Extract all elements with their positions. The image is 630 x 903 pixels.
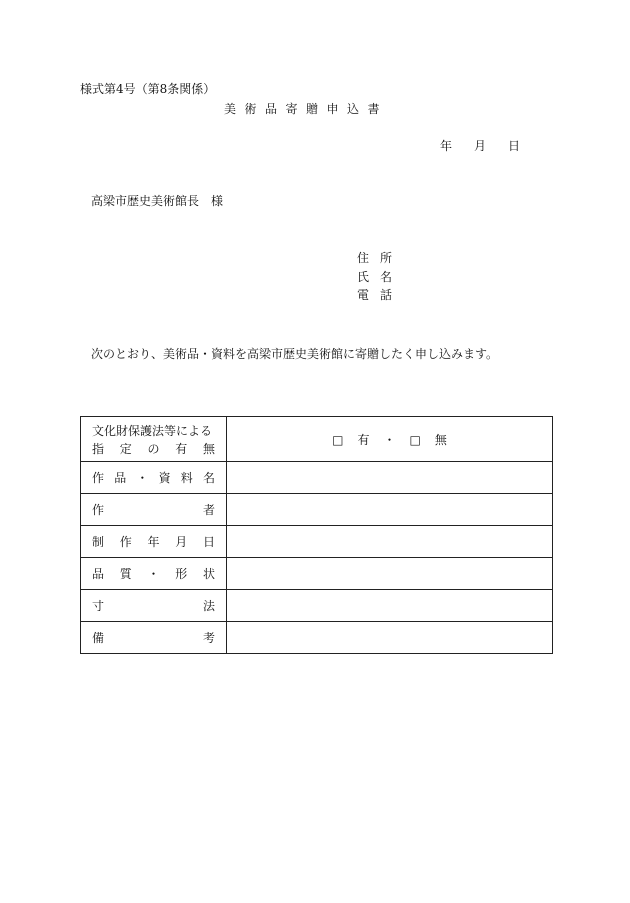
addressee-honorific: 様 [211,194,224,208]
author-label-cell [81,494,227,526]
label-char: 備 [92,631,105,645]
designation-char: 指 [92,441,105,456]
checkbox-yes[interactable]: □ [332,432,344,447]
designation-label-line1: 文化財保護法等による [92,423,213,438]
designation-options [332,433,447,447]
applicant-name-label: 氏名 [357,270,404,284]
label-char: 品 [114,471,127,485]
label-char: 考 [202,631,215,645]
label-char: 制 [92,535,105,549]
label-char: 作 [92,471,105,485]
table-row-item-name [81,462,553,494]
label-char: 料 [180,471,193,485]
label-char: ・ [136,471,149,485]
author-value-cell[interactable] [227,494,553,526]
table-row-quality-shape [81,558,553,590]
author-label [92,501,215,518]
label-char: 資 [158,471,171,485]
date-year-label: 年 [440,139,453,153]
dimensions-label [92,597,215,614]
label-char: 作 [92,503,105,517]
date-day-label: 日 [508,139,521,153]
designation-label-line2 [92,440,215,457]
production-date-label-cell [81,526,227,558]
table-row-production-date [81,526,553,558]
designation-char: 有 [175,441,188,456]
quality-shape-label [92,565,215,582]
label-char: 年 [147,535,160,549]
dimensions-label-cell [81,590,227,622]
item-name-label [92,469,215,486]
option-no-label: 無 [434,432,447,447]
designation-char: 定 [119,441,132,456]
label-char: ・ [147,567,160,581]
label-char: 法 [202,599,215,613]
label-char: 品 [92,567,105,581]
table-row-designation [81,417,553,462]
label-char: 日 [202,535,215,549]
remarks-label [92,629,215,646]
item-name-value-cell[interactable] [227,462,553,494]
item-name-label-cell [81,462,227,494]
label-char: 月 [175,535,188,549]
applicant-address-label: 住所 [357,251,404,265]
label-char: 寸 [92,599,105,613]
form-title: 美術品寄贈申込書 [224,102,389,116]
designation-char: 無 [202,441,215,456]
quality-shape-label-cell [81,558,227,590]
quality-shape-value-cell[interactable] [227,558,553,590]
designation-value-cell [227,417,553,462]
designation-char: の [147,441,160,456]
production-date-value-cell[interactable] [227,526,553,558]
remarks-value-cell[interactable] [227,622,553,654]
table-row-remarks [81,622,553,654]
option-separator: ・ [383,432,396,447]
addressee-name: 高梁市歴史美術館長 [91,194,200,208]
label-char: 形 [175,567,188,581]
label-char: 名 [202,471,215,485]
applicant-phone-label: 電話 [357,288,404,302]
remarks-label-cell [81,622,227,654]
checkbox-no[interactable]: □ [409,432,421,447]
addressee [91,192,223,209]
designation-label-cell [81,417,227,462]
label-char: 状 [202,567,215,581]
statement-text: 次のとおり、美術品・資料を高梁市歴史美術館に寄贈したく申し込みます。 [91,347,499,361]
production-date-label [92,533,215,550]
donation-info-table [80,416,553,654]
dimensions-value-cell[interactable] [227,590,553,622]
date-month-label: 月 [474,139,487,153]
label-char: 作 [119,535,132,549]
form-number: 様式第4号（第8条関係） [80,82,216,96]
table-row-dimensions [81,590,553,622]
option-yes-label: 有 [357,432,370,447]
label-char: 質 [119,567,132,581]
table-row-author [81,494,553,526]
label-char: 者 [202,503,215,517]
date-line [440,137,520,154]
